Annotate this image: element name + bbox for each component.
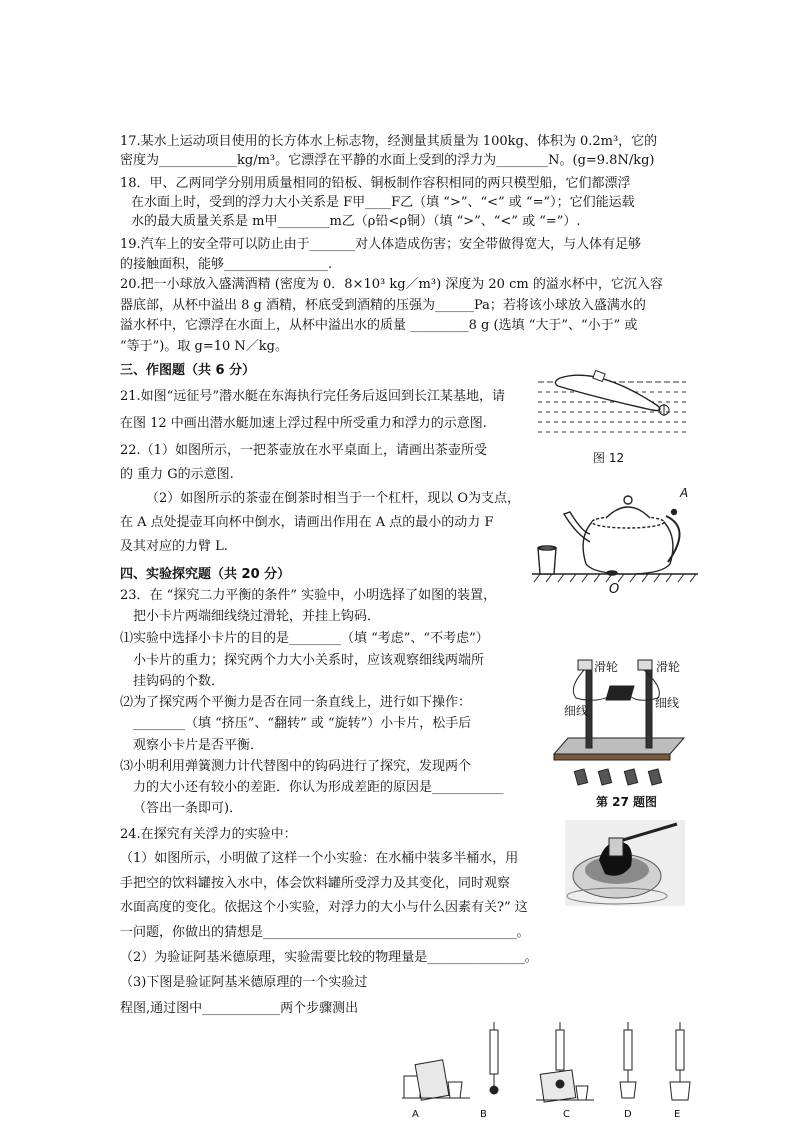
q24-line-5: 一问题，你做出的猜想是_______________________________________。 <box>120 925 530 940</box>
q23-line-10: 力的大小还有较小的差距．你认为形成差距的原因是___________ <box>133 780 504 795</box>
step-label-e: E <box>674 1109 681 1120</box>
q22-line-3: （2）如图所示的茶壶在倒茶时相当于一个杠杆，现以 O为支点， <box>146 491 521 506</box>
teapot-figure <box>530 478 700 598</box>
q21-line-2: 在图 12 中画出潜水艇加速上浮过程中所受重力和浮力的示意图. <box>120 416 487 431</box>
q24-line-4: 水面高度的变化。依据这个小实验，对浮力的大小与什么因素有关?” 这 <box>120 900 528 915</box>
string-left-label: 细线 <box>564 704 589 718</box>
q20-line-1: 20.把一小球放入盛满酒精 (密度为 0．8×10³ kg／m³) 深度为 20 cm 的溢水杯中，它沉入容 <box>120 277 663 292</box>
submarine-figure <box>538 366 686 438</box>
q19-line-2: 的接触面积，能够________________. <box>120 257 333 272</box>
q23-line-7: ________（填 “挤压”、“翻转” 或 “旋转”）小卡片，松手后 <box>133 716 472 731</box>
q18-line-1: 18．甲、乙两同学分别用质量相同的铅板、铜板制作容积相同的两只模型船，它们都漂浮 <box>120 176 631 191</box>
fig-12-caption: 图 12 <box>593 451 625 465</box>
can-in-bucket-photo <box>565 820 685 906</box>
pulley-left-label: 滑轮 <box>594 660 619 674</box>
q17-line-2: 密度为____________kg/m³。它漂浮在平静的水面上受到的浮力为________N。(g=9.8N/kg) <box>120 153 655 168</box>
q23-line-1: 23．在 “探究二力平衡的条件” 实验中，小明选择了如图的装置， <box>120 588 497 603</box>
q18-line-3: 水的最大质量关系是 m甲________m乙（ρ铅<ρ铜）（填 “>”、“<” 或 “=”）. <box>131 214 581 229</box>
q24-line-7: （3)下图是验证阿基米德原理的一个实验过 <box>120 975 368 990</box>
q24-line-1: 24.在探究有关浮力的实验中： <box>120 827 297 842</box>
q23-line-9: ⑶小明利用弹簧测力计代替图中的钩码进行了探究，发现两个 <box>120 759 472 774</box>
q20-line-2: 器底部，从杯中溢出 8 g 酒精，杯底受到酒精的压强为______Pa；若将该小球放入盛满水的 <box>120 298 646 313</box>
teapot-label-a: A <box>680 486 689 500</box>
step-label-b: B <box>480 1109 487 1120</box>
pulley-right-label: 滑轮 <box>656 660 681 674</box>
q24-line-6: （2）为验证阿基米德原理，实验需要比较的物理量是_______________。 <box>120 950 538 965</box>
q23-line-2: 把小卡片两端细线绕过滑轮，并挂上钩码． <box>133 609 381 624</box>
archimedes-steps-figure <box>400 1020 700 1114</box>
q21-line-1: 21.如图“远征号”潜水艇在东海执行完任务后返回到长江某基地，请 <box>120 389 505 404</box>
q24-line-8: 程图,通过图中____________两个步骤测出 <box>120 1001 359 1016</box>
q22-line-4: 在 A 点处提壶耳向杯中倒水，请画出作用在 A 点的最小的动力 F <box>120 515 494 530</box>
q23-line-4: 小卡片的重力；探究两个力大小关系时，应该观察细线两端所 <box>133 653 485 668</box>
q19-line-1: 19.汽车上的安全带可以防止由于_______对人体造成伤害；安全带做得宽大，与人体有足够 <box>120 237 642 252</box>
section-4-heading: 四、实验探究题（共 20 分） <box>120 567 291 582</box>
step-label-d: D <box>624 1109 632 1120</box>
q22-line-2: 的 重力 G的示意图. <box>120 467 234 482</box>
q23-line-3: ⑴实验中选择小卡片的目的是________（填 “考虑”、“不考虑”） <box>120 631 489 646</box>
q17-line-1: 17.某水上运动项目使用的长方体水上标志物，经测量其质量为 100kg、体积为 0.2m³，它的 <box>120 134 658 149</box>
section-3-heading: 三、作图题（共 6 分） <box>120 363 256 378</box>
q18-line-2: 在水面上时，受到的浮力大小关系是 F甲____F乙（填 “>”、“<” 或 “=”）；它们能运载 <box>131 195 635 210</box>
q22-line-5: 及其对应的力臂 L. <box>120 539 228 554</box>
q24-line-3: 手把空的饮料罐按入水中，体会饮料罐所受浮力及其变化，同时观察 <box>120 876 511 891</box>
q23-line-6: ⑵为了探究两个平衡力是否在同一条直线上，进行如下操作： <box>120 695 472 710</box>
step-label-a: A <box>412 1109 419 1120</box>
step-label-c: C <box>563 1109 570 1120</box>
q20-line-3: 溢水杯中，它漂浮在水面上，从杯中溢出水的质量 _________8 g (选填 “大于”、“小于” 或 <box>120 318 638 333</box>
string-right-label: 细线 <box>655 696 680 710</box>
fig-27-caption: 第 27 题图 <box>596 795 658 809</box>
teapot-label-o: O <box>609 582 620 597</box>
q23-line-8: 观察小卡片是否平衡． <box>133 738 264 753</box>
q24-line-2: （1）如图所示，小明做了这样一个小实验：在水桶中装多半桶水，用 <box>120 851 519 866</box>
q22-line-1: 22.（1）如图所示，一把茶壶放在水平桌面上，请画出茶壶所受 <box>120 443 487 458</box>
q20-line-4: “等于”)。取 g=10 N／kg。 <box>120 339 288 354</box>
q23-line-5: 挂钩码的个数． <box>133 674 225 689</box>
q23-line-11: （答出一条即可)． <box>133 801 243 816</box>
